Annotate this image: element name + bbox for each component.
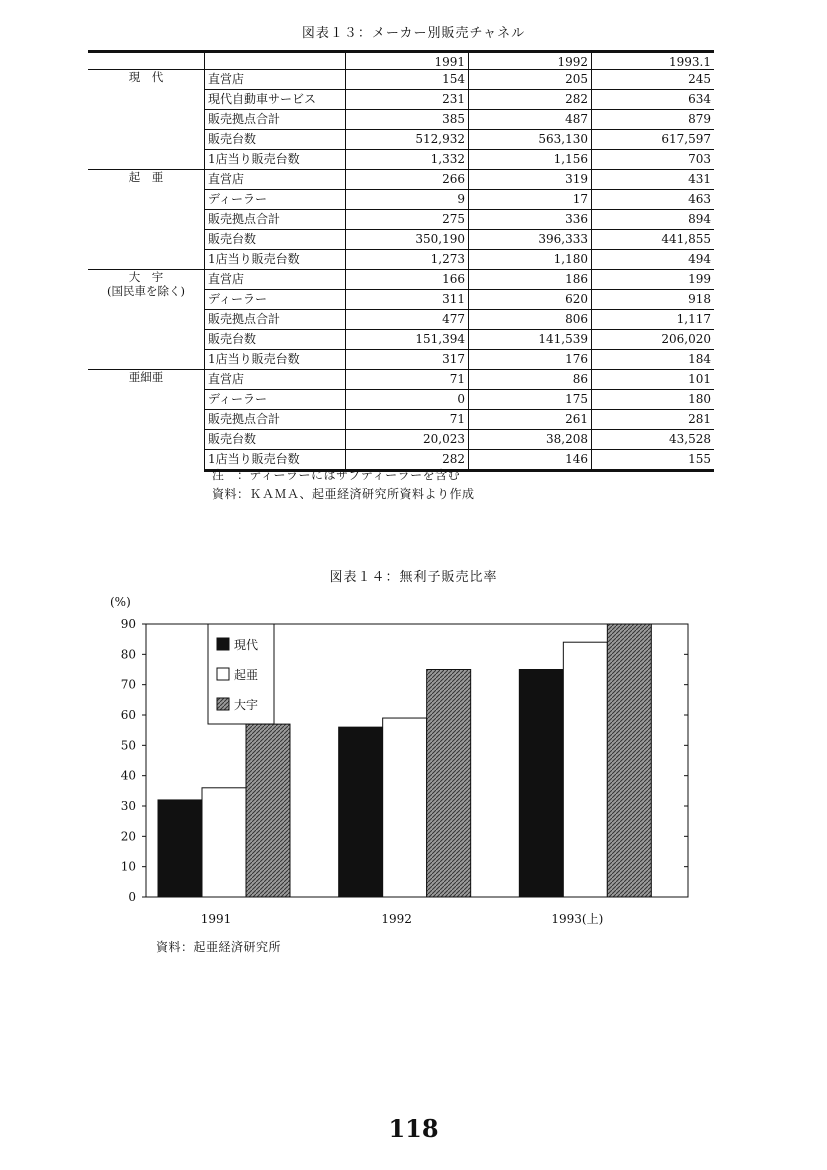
table-cell-value: 71	[346, 410, 469, 430]
table-cell-value: 894	[592, 210, 715, 230]
y-axis-unit-label: (%)	[110, 595, 131, 609]
table-cell-value: 206,020	[592, 330, 715, 350]
maker-name: 現 代	[128, 70, 164, 84]
maker-name-cell	[88, 70, 205, 170]
y-tick-label: 60	[120, 708, 136, 722]
table-cell-value: 180	[592, 390, 715, 410]
table-cell-value: 319	[469, 170, 592, 190]
table-header-row	[88, 52, 714, 70]
row-item-label: 販売台数	[205, 330, 346, 350]
y-tick-label: 50	[120, 738, 136, 753]
bar-hyundai	[158, 800, 202, 897]
table-cell-value: 311	[346, 290, 469, 310]
maker-name: 起 亜	[128, 170, 164, 184]
y-tick-label: 40	[120, 768, 136, 783]
y-tick-label: 20	[120, 829, 136, 844]
table-cell-value: 141,539	[469, 330, 592, 350]
x-category-label: 1992	[381, 912, 412, 926]
maker-name: 亜細亜	[128, 370, 164, 384]
table-cell-value: 154	[346, 70, 469, 90]
table-cell-value: 231	[346, 90, 469, 110]
table-cell-value: 703	[592, 150, 715, 170]
table-cell-value: 317	[346, 350, 469, 370]
maker-name-cell	[88, 170, 205, 270]
table-cell-value: 261	[469, 410, 592, 430]
table-cell-value: 86	[469, 370, 592, 390]
table13-source: 資料：ＫＡＭＡ、起亜経済研究所資料より作成	[212, 487, 475, 501]
row-item-label: ディーラー	[205, 390, 346, 410]
row-item-label: 販売台数	[205, 230, 346, 250]
sales-channel-table	[88, 50, 714, 472]
maker-group-daewoo	[88, 270, 714, 370]
table-cell-value: 151,394	[346, 330, 469, 350]
table-row	[88, 170, 714, 190]
legend-label: 現代	[234, 638, 259, 652]
x-category-label: 1993(上)	[551, 912, 604, 926]
x-category-label: 1991	[200, 912, 232, 926]
interest-free-sales-chart	[100, 590, 700, 930]
row-item-label: 1店当り販売台数	[205, 150, 346, 170]
page-number: 118	[388, 1114, 439, 1143]
bar-daewoo	[246, 724, 290, 897]
row-item-label: 販売拠点合計	[205, 410, 346, 430]
row-item-label: 販売台数	[205, 430, 346, 450]
y-tick-label: 70	[120, 677, 136, 692]
legend-label: 起亜	[234, 668, 259, 682]
bar-hyundai	[519, 670, 563, 898]
row-item-label: 現代自動車サービス	[205, 90, 346, 110]
row-item-label: 1店当り販売台数	[205, 250, 346, 270]
table13-note: 注 ：ディーラーにはサブディーラーを含む	[212, 468, 461, 482]
table-cell-value: 43,528	[592, 430, 715, 450]
row-item-label: 直営店	[205, 370, 346, 390]
table-cell-value: 431	[592, 170, 715, 190]
bar-hyundai	[339, 727, 383, 897]
header-maker-cell	[88, 52, 205, 70]
table-cell-value: 282	[346, 450, 469, 471]
bar-daewoo	[607, 624, 651, 897]
table-cell-value: 146	[469, 450, 592, 471]
figure14-source: 資料：起亜経済研究所	[156, 940, 282, 954]
bar-kia	[202, 788, 246, 897]
row-item-label: 直営店	[205, 70, 346, 90]
table-cell-value: 396,333	[469, 230, 592, 250]
table-cell-value: 155	[592, 450, 715, 471]
header-item-cell	[205, 52, 346, 70]
table-cell-value: 1,273	[346, 250, 469, 270]
table-cell-value: 617,597	[592, 130, 715, 150]
legend-label: 大宇	[234, 698, 259, 712]
y-tick-label: 30	[120, 799, 136, 813]
row-item-label: ディーラー	[205, 290, 346, 310]
header-year: 1993.1	[592, 52, 715, 70]
table-cell-value: 336	[469, 210, 592, 230]
table-cell-value: 281	[592, 410, 715, 430]
table-cell-value: 441,855	[592, 230, 715, 250]
table-cell-value: 806	[469, 310, 592, 330]
table-cell-value: 199	[592, 270, 715, 290]
legend-swatch-kia	[217, 668, 229, 680]
table-cell-value: 266	[346, 170, 469, 190]
maker-group-hyundai	[88, 70, 714, 170]
table-cell-value: 350,190	[346, 230, 469, 250]
row-item-label: 直営店	[205, 170, 346, 190]
table-cell-value: 1,117	[592, 310, 715, 330]
maker-name-cell	[88, 370, 205, 471]
table-cell-value: 1,332	[346, 150, 469, 170]
table-cell-value: 186	[469, 270, 592, 290]
bar-daewoo	[427, 670, 471, 898]
table-cell-value: 385	[346, 110, 469, 130]
maker-name-cell	[88, 270, 205, 370]
table-cell-value: 634	[592, 90, 715, 110]
table-cell-value: 487	[469, 110, 592, 130]
table-cell-value: 563,130	[469, 130, 592, 150]
table-cell-value: 20,023	[346, 430, 469, 450]
table-cell-value: 879	[592, 110, 715, 130]
table-cell-value: 184	[592, 350, 715, 370]
table-row	[88, 270, 714, 290]
y-tick-label: 10	[120, 859, 136, 874]
row-item-label: 販売拠点合計	[205, 110, 346, 130]
table-cell-value: 477	[346, 310, 469, 330]
maker-name: 大 宇	[128, 270, 164, 284]
table-row	[88, 70, 714, 90]
figure14-title: 図表１４：無利子販売比率	[329, 570, 498, 585]
row-item-label: 販売台数	[205, 130, 346, 150]
maker-group-asia	[88, 370, 714, 471]
table-row	[88, 370, 714, 390]
maker-group-kia	[88, 170, 714, 270]
bar-kia	[383, 718, 427, 897]
bar-kia	[563, 642, 607, 897]
legend-swatch-hyundai	[217, 638, 229, 650]
row-item-label: 1店当り販売台数	[205, 450, 346, 471]
row-item-label: 1店当り販売台数	[205, 350, 346, 370]
header-year: 1991	[346, 52, 469, 70]
table-cell-value: 175	[469, 390, 592, 410]
table-cell-value: 620	[469, 290, 592, 310]
table-cell-value: 0	[346, 390, 469, 410]
table-cell-value: 166	[346, 270, 469, 290]
table-cell-value: 1,156	[469, 150, 592, 170]
table-cell-value: 9	[346, 190, 469, 210]
legend-swatch-daewoo	[217, 698, 229, 710]
table-cell-value: 275	[346, 210, 469, 230]
maker-note: (国民車を除く)	[107, 284, 185, 298]
table13-title: 図表１３：メーカー別販売チャネル	[301, 26, 526, 41]
row-item-label: 直営店	[205, 270, 346, 290]
row-item-label: 販売拠点合計	[205, 310, 346, 330]
table-cell-value: 101	[592, 370, 715, 390]
y-tick-label: 80	[120, 647, 136, 662]
table-cell-value: 17	[469, 190, 592, 210]
y-tick-label: 90	[120, 617, 136, 631]
table-cell-value: 1,180	[469, 250, 592, 270]
row-item-label: 販売拠点合計	[205, 210, 346, 230]
table-cell-value: 205	[469, 70, 592, 90]
table-cell-value: 176	[469, 350, 592, 370]
table-cell-value: 494	[592, 250, 715, 270]
table-cell-value: 245	[592, 70, 715, 90]
row-item-label: ディーラー	[205, 190, 346, 210]
y-tick-label: 0	[128, 890, 136, 904]
table-cell-value: 38,208	[469, 430, 592, 450]
table-cell-value: 282	[469, 90, 592, 110]
header-year: 1992	[469, 52, 592, 70]
table-cell-value: 918	[592, 290, 715, 310]
table-cell-value: 71	[346, 370, 469, 390]
table-cell-value: 512,932	[346, 130, 469, 150]
table-cell-value: 463	[592, 190, 715, 210]
